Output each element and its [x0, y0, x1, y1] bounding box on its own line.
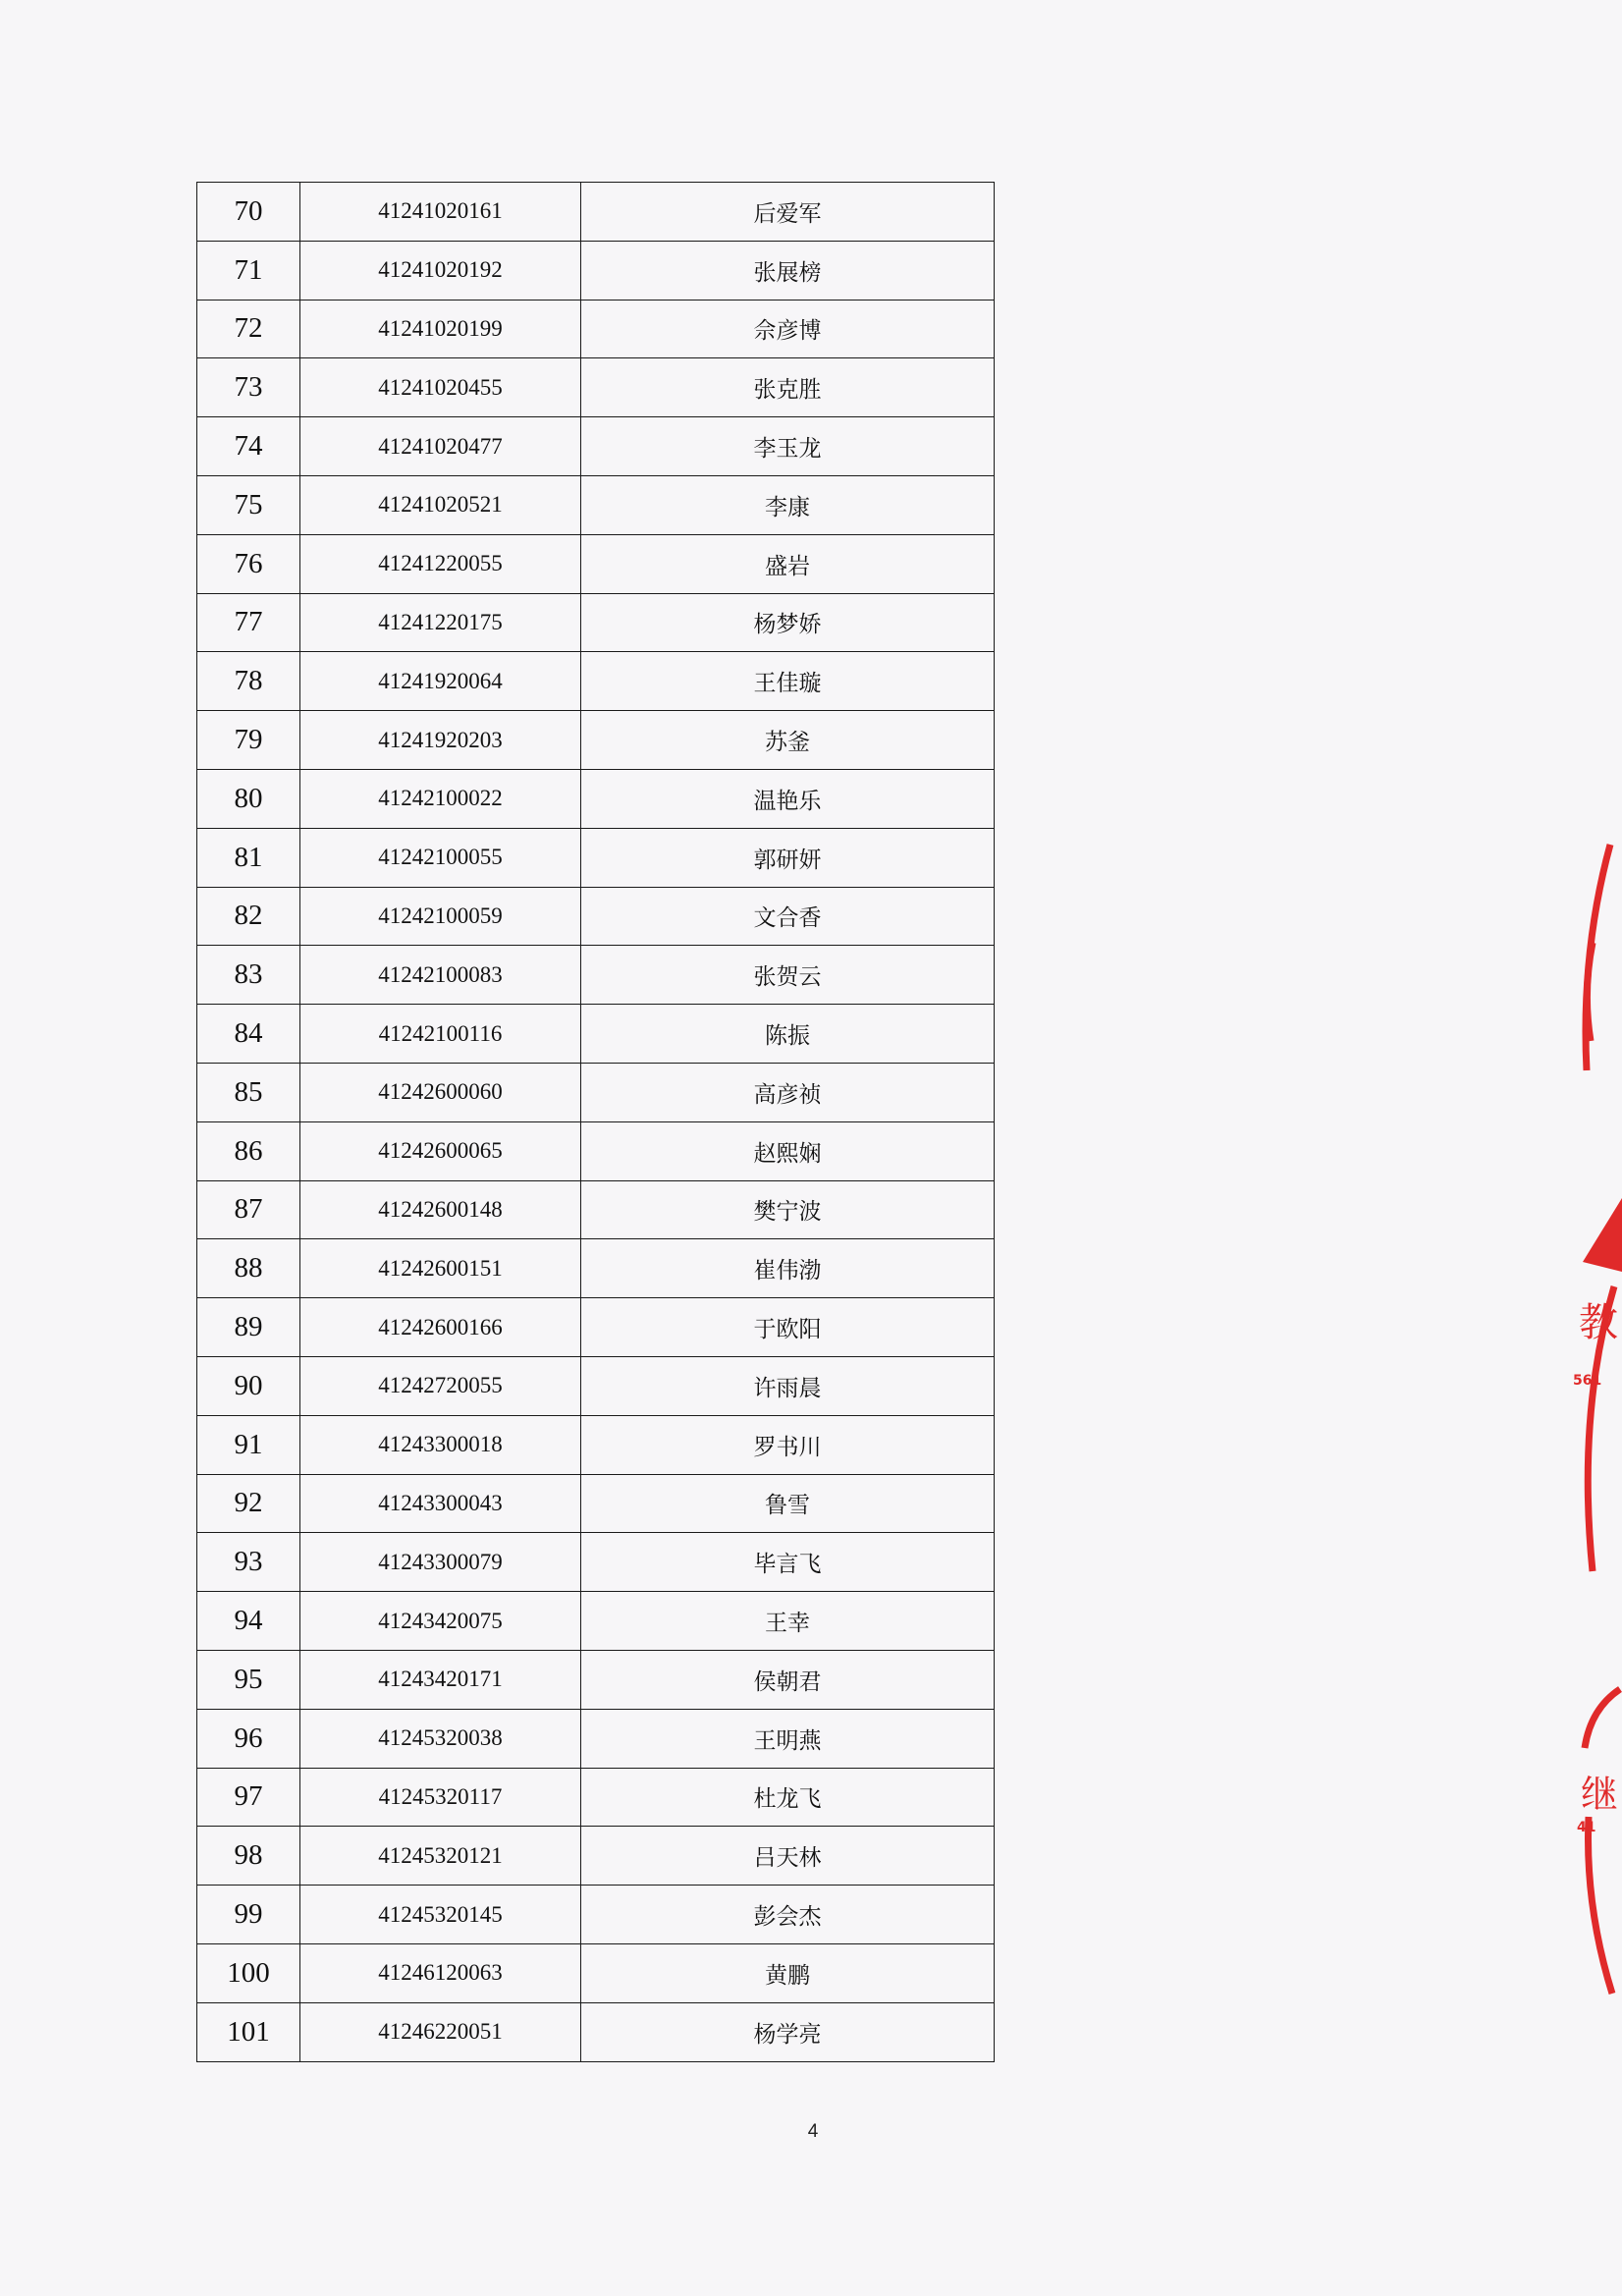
candidate-id-cell: 41245320145: [300, 1886, 581, 1944]
row-number-cell: 89: [197, 1298, 300, 1357]
table-row: [197, 711, 995, 770]
candidate-name-cell: 高彦祯: [581, 1063, 995, 1121]
candidate-name-cell: 苏釜: [581, 711, 995, 770]
candidate-id-cell: 41242720055: [300, 1356, 581, 1415]
row-number-cell: 71: [197, 241, 300, 300]
candidate-id-cell: 41241920203: [300, 711, 581, 770]
candidate-name-cell: 文合香: [581, 887, 995, 946]
table-row: [197, 475, 995, 534]
table-row: [197, 358, 995, 417]
table-row: [197, 2002, 995, 2061]
row-number-cell: 86: [197, 1121, 300, 1180]
candidate-name-cell: 张贺云: [581, 946, 995, 1005]
table-row: [197, 946, 995, 1005]
candidate-name-cell: 杜龙飞: [581, 1768, 995, 1827]
row-number-cell: 90: [197, 1356, 300, 1415]
table-row: [197, 828, 995, 887]
candidate-id-cell: 41246220051: [300, 2002, 581, 2061]
candidate-id-cell: 41241020192: [300, 241, 581, 300]
official-seal-stamp: [1563, 825, 1622, 2003]
candidate-name-cell: 郭研妍: [581, 828, 995, 887]
candidate-name-cell: 盛岩: [581, 534, 995, 593]
table-row: [197, 1768, 995, 1827]
candidate-name-cell: 王明燕: [581, 1709, 995, 1768]
candidate-name-cell: 毕言飞: [581, 1533, 995, 1592]
table-row: [197, 1356, 995, 1415]
candidate-name-cell: 温艳乐: [581, 769, 995, 828]
candidate-id-cell: 41241020199: [300, 300, 581, 358]
candidate-id-cell: 41245320038: [300, 1709, 581, 1768]
candidate-id-cell: 41243420171: [300, 1650, 581, 1709]
seal-code-fragment: 561: [1573, 1373, 1602, 1389]
candidate-id-cell: 41242100055: [300, 828, 581, 887]
row-number-cell: 73: [197, 358, 300, 417]
table-row: [197, 769, 995, 828]
table-row: [197, 1415, 995, 1474]
row-number-cell: 80: [197, 769, 300, 828]
row-number-cell: 100: [197, 1943, 300, 2002]
table-row: [197, 1005, 995, 1064]
candidate-name-cell: 吕天林: [581, 1827, 995, 1886]
row-number-cell: 101: [197, 2002, 300, 2061]
table-row: [197, 652, 995, 711]
row-number-cell: 74: [197, 417, 300, 476]
table-row: [197, 534, 995, 593]
candidate-name-cell: 陈振: [581, 1005, 995, 1064]
row-number-cell: 75: [197, 475, 300, 534]
candidate-name-cell: 鲁雪: [581, 1474, 995, 1533]
candidate-name-cell: 许雨晨: [581, 1356, 995, 1415]
candidate-name-cell: 后爱军: [581, 183, 995, 242]
candidate-id-cell: 41241020521: [300, 475, 581, 534]
candidate-id-cell: 41242600060: [300, 1063, 581, 1121]
row-number-cell: 91: [197, 1415, 300, 1474]
candidate-id-cell: 41241020455: [300, 358, 581, 417]
row-number-cell: 96: [197, 1709, 300, 1768]
roster-table-body: [197, 183, 995, 2062]
candidate-name-cell: 李玉龙: [581, 417, 995, 476]
candidate-id-cell: 41242100083: [300, 946, 581, 1005]
row-number-cell: 85: [197, 1063, 300, 1121]
table-row: [197, 1827, 995, 1886]
table-row: [197, 1943, 995, 2002]
table-row: [197, 1239, 995, 1298]
table-row: [197, 1474, 995, 1533]
candidate-id-cell: 41243420075: [300, 1592, 581, 1651]
candidate-id-cell: 41242600166: [300, 1298, 581, 1357]
seal-text-ji: 继: [1581, 1773, 1619, 1816]
candidate-name-cell: 张展榜: [581, 241, 995, 300]
candidate-id-cell: 41243300018: [300, 1415, 581, 1474]
seal-star-icon: [1583, 1198, 1622, 1272]
candidate-name-cell: 张克胜: [581, 358, 995, 417]
row-number-cell: 72: [197, 300, 300, 358]
table-row: [197, 1709, 995, 1768]
candidate-id-cell: 41241020161: [300, 183, 581, 242]
candidate-id-cell: 41241220055: [300, 534, 581, 593]
candidate-name-cell: 杨梦娇: [581, 593, 995, 652]
candidate-id-cell: 41242600065: [300, 1121, 581, 1180]
candidate-id-cell: 41242600148: [300, 1180, 581, 1239]
row-number-cell: 95: [197, 1650, 300, 1709]
candidate-id-cell: 41241920064: [300, 652, 581, 711]
candidate-name-cell: 崔伟渤: [581, 1239, 995, 1298]
table-row: [197, 593, 995, 652]
table-row: [197, 1121, 995, 1180]
candidate-name-cell: 樊宁波: [581, 1180, 995, 1239]
table-row: [197, 1650, 995, 1709]
row-number-cell: 81: [197, 828, 300, 887]
candidate-name-cell: 黄鹏: [581, 1943, 995, 2002]
table-row: [197, 417, 995, 476]
table-row: [197, 1886, 995, 1944]
candidate-id-cell: 41245320117: [300, 1768, 581, 1827]
page-number: 4: [807, 2121, 819, 2142]
seal-code-fragment-2: 41: [1577, 1820, 1596, 1835]
row-number-cell: 92: [197, 1474, 300, 1533]
table-row: [197, 1533, 995, 1592]
row-number-cell: 76: [197, 534, 300, 593]
table-row: [197, 1298, 995, 1357]
table-row: [197, 1180, 995, 1239]
candidate-id-cell: 41241020477: [300, 417, 581, 476]
row-number-cell: 99: [197, 1886, 300, 1944]
row-number-cell: 88: [197, 1239, 300, 1298]
candidate-id-cell: 41242600151: [300, 1239, 581, 1298]
row-number-cell: 97: [197, 1768, 300, 1827]
candidate-name-cell: 李康: [581, 475, 995, 534]
candidate-name-cell: 杨学亮: [581, 2002, 995, 2061]
table-row: [197, 300, 995, 358]
candidate-name-cell: 罗书川: [581, 1415, 995, 1474]
row-number-cell: 70: [197, 183, 300, 242]
candidate-id-cell: 41243300079: [300, 1533, 581, 1592]
candidate-name-cell: 于欧阳: [581, 1298, 995, 1357]
table-row: [197, 183, 995, 242]
candidate-name-cell: 佘彦博: [581, 300, 995, 358]
row-number-cell: 82: [197, 887, 300, 946]
row-number-cell: 98: [197, 1827, 300, 1886]
row-number-cell: 78: [197, 652, 300, 711]
candidate-name-cell: 侯朝君: [581, 1650, 995, 1709]
candidate-id-cell: 41242100022: [300, 769, 581, 828]
seal-text-jiao: 教: [1579, 1300, 1618, 1345]
row-number-cell: 84: [197, 1005, 300, 1064]
candidate-id-cell: 41241220175: [300, 593, 581, 652]
candidate-name-cell: 王佳璇: [581, 652, 995, 711]
candidate-id-cell: 41243300043: [300, 1474, 581, 1533]
row-number-cell: 83: [197, 946, 300, 1005]
table-row: [197, 887, 995, 946]
row-number-cell: 79: [197, 711, 300, 770]
candidate-name-cell: 王幸: [581, 1592, 995, 1651]
candidate-name-cell: 赵熙娴: [581, 1121, 995, 1180]
candidate-id-cell: 41246120063: [300, 1943, 581, 2002]
candidate-id-cell: 41242100059: [300, 887, 581, 946]
row-number-cell: 94: [197, 1592, 300, 1651]
table-row: [197, 241, 995, 300]
candidate-id-cell: 41242100116: [300, 1005, 581, 1064]
table-row: [197, 1592, 995, 1651]
row-number-cell: 77: [197, 593, 300, 652]
row-number-cell: 87: [197, 1180, 300, 1239]
roster-table: [196, 182, 995, 2062]
table-row: [197, 1063, 995, 1121]
candidate-name-cell: 彭会杰: [581, 1886, 995, 1944]
candidate-id-cell: 41245320121: [300, 1827, 581, 1886]
row-number-cell: 93: [197, 1533, 300, 1592]
